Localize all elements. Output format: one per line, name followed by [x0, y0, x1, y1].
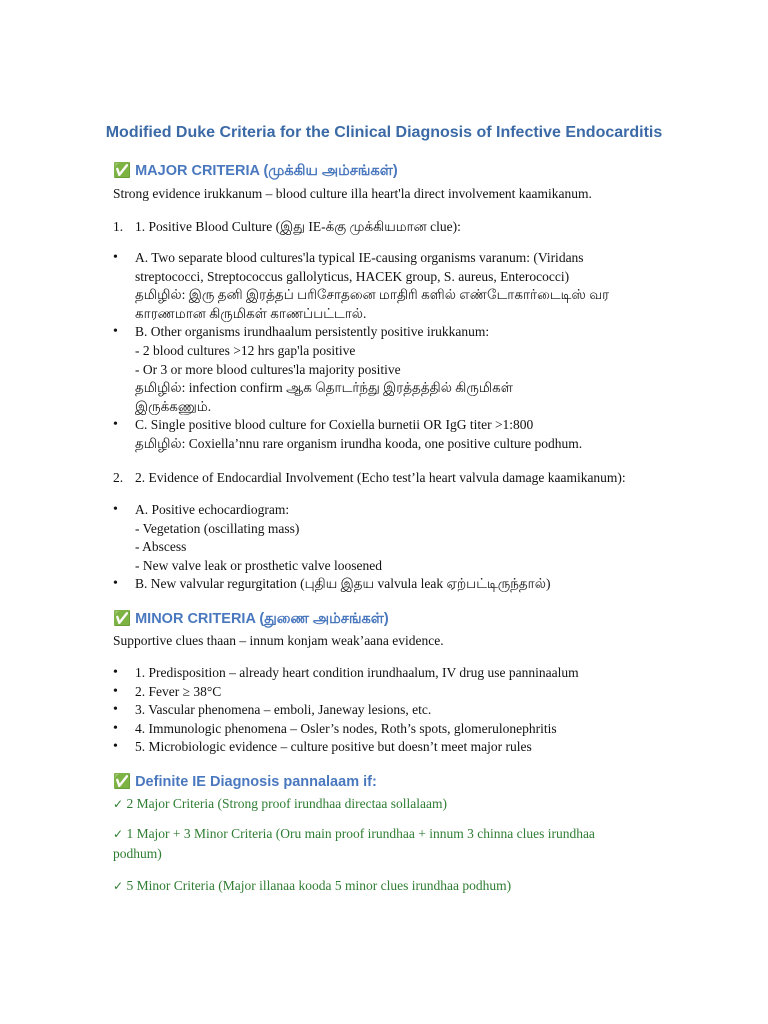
minor-criteria-list	[113, 664, 633, 757]
list-line: 5. Microbiologic evidence – culture positive but doesn’t meet major rules	[135, 739, 532, 755]
list-item	[113, 664, 633, 683]
bullet-icon: •	[113, 665, 118, 680]
list-item	[113, 720, 633, 739]
list-line: தமிழில்: இரு தனி இரத்தப் பரிசோதனை மாதிரி களில் எண்டோகார்டைடிஸ் வர	[135, 287, 610, 303]
major-criteria-heading: ✅ MAJOR CRITERIA (முக்கிய அம்சங்கள்)	[113, 163, 398, 179]
list-line: B. Other organisms irundhaalum persistently positive irukkanum:	[135, 324, 490, 340]
list-line: - Vegetation (oscillating mass)	[135, 520, 300, 536]
list-item	[113, 701, 633, 720]
bullet-icon: •	[113, 324, 118, 340]
list-item	[113, 323, 633, 416]
major-item-2	[113, 469, 673, 488]
blood-culture-bullets	[113, 249, 633, 454]
definite-diagnosis-heading: ✅ Definite IE Diagnosis pannalaam if:	[113, 774, 377, 790]
list-line: A. Positive echocardiogram:	[135, 502, 290, 517]
list-item	[113, 249, 633, 323]
major-item-1	[113, 218, 673, 237]
bullet-icon: •	[113, 739, 118, 755]
bullet-icon: •	[113, 250, 118, 265]
major-criteria-intro: Strong evidence irukkanum – blood culture illa heart'la direct involvement kaamikanum.	[113, 186, 592, 201]
definite-rule-text: 1 Major + 3 Minor Criteria (Oru main proof irundhaa + innum 3 chinna clues irundhaa podhum)	[113, 826, 595, 861]
minor-criteria-heading: ✅ MINOR CRITERIA (துணை அம்சங்கள்)	[113, 611, 389, 627]
list-line: C. Single positive blood culture for Coxiella burnetii OR IgG titer >1:800	[135, 417, 534, 433]
definite-rule-text: 2 Major Criteria (Strong proof irundhaa directaa sollalaam)	[126, 796, 447, 811]
list-line: - New valve leak or prosthetic valve loosened	[135, 557, 383, 573]
list-line: 1. Predisposition – already heart condition irundhaalum, IV drug use panninaalum	[135, 665, 579, 680]
bullet-icon: •	[113, 720, 118, 736]
list-line: 4. Immunologic phenomena – Osler’s nodes, Roth’s spots, glomerulonephritis	[135, 720, 557, 736]
major-item-1-text: 1. Positive Blood Culture (இது IE-க்கு முக்கியமான clue):	[135, 219, 461, 234]
check-icon: ✓	[113, 879, 124, 893]
list-line: - Or 3 or more blood cultures'la majority positive	[135, 361, 401, 377]
list-line: இருக்கணும்.	[135, 398, 212, 414]
endocardial-bullets	[113, 501, 633, 594]
list-line: 3. Vascular phenomena – emboli, Janeway lesions, etc.	[135, 702, 432, 718]
list-line: 2. Fever ≥ 38°C	[135, 683, 222, 699]
major-item-2-text: 2. Evidence of Endocardial Involvement (Echo test’la heart valvula damage kaamikanum):	[135, 470, 626, 485]
page-title: Modified Duke Criteria for the Clinical Diagnosis of Infective Endocarditis	[105, 124, 663, 141]
bullet-icon: •	[113, 702, 118, 718]
list-item	[113, 416, 633, 453]
definite-rule-2	[113, 824, 633, 864]
list-number: 1.	[113, 219, 124, 234]
definite-rule-3	[113, 876, 633, 896]
list-line: A. Two separate blood cultures'la typical IE-causing organisms varanum: (Viridans	[135, 250, 584, 265]
bullet-icon: •	[113, 683, 118, 699]
definite-rule-text: 5 Minor Criteria (Major illanaa kooda 5 minor clues irundhaa podhum)	[126, 878, 512, 893]
list-item	[113, 738, 633, 757]
list-line: - 2 blood cultures >12 hrs gap'la positive	[135, 342, 356, 358]
list-number: 2.	[113, 470, 124, 485]
list-line: தமிழில்: Coxiella’nnu rare organism irundha kooda, one positive culture podhum.	[135, 435, 583, 451]
list-item	[113, 501, 633, 575]
list-line: B. New valvular regurgitation (புதிய இதய valvula leak ஏற்பட்டிருந்தால்)	[135, 576, 551, 592]
list-line: streptococci, Streptococcus gallolyticus, HACEK group, S. aureus, Enterococci)	[135, 268, 570, 284]
definite-rule-1	[113, 794, 633, 814]
bullet-icon: •	[113, 502, 118, 517]
bullet-icon: •	[113, 417, 118, 433]
list-line: - Abscess	[135, 539, 187, 555]
list-item	[113, 683, 633, 702]
list-item	[113, 575, 633, 594]
list-line: தமிழில்: infection confirm ஆக தொடர்ந்து இரத்தத்தில் கிருமிகள்	[135, 380, 513, 396]
check-icon: ✓	[113, 797, 124, 811]
list-line: காரணமான கிருமிகள் காணப்பட்டால்.	[135, 305, 367, 321]
check-icon: ✓	[113, 827, 124, 841]
bullet-icon: •	[113, 576, 118, 592]
minor-criteria-intro: Supportive clues thaan – innum konjam weak’aana evidence.	[113, 633, 444, 648]
